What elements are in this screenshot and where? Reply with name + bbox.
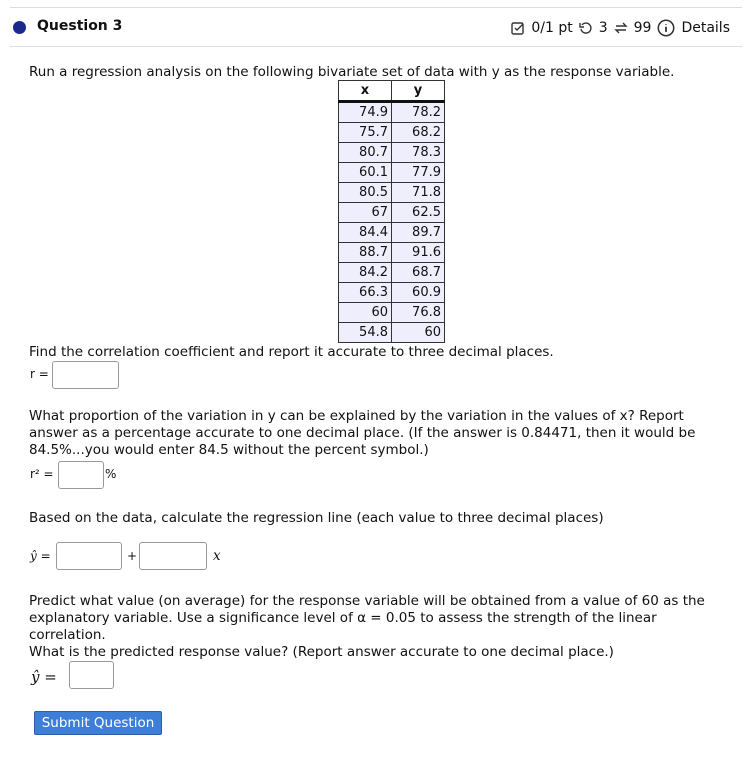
cell-y: 91.6 [392,243,445,263]
q3-text: Based on the data, calculate the regression line (each value to three decimal places) [29,510,604,526]
percent-suffix: % [105,467,117,481]
plus-sign: + [127,549,138,563]
q1-text: Find the correlation coefficient and report it accurate to three decimal places. [29,344,554,360]
divider [10,7,742,8]
submit-button[interactable]: Submit Question [34,711,162,735]
retries-count: 3 [598,20,608,36]
cell-x: 84.2 [339,263,392,283]
table-row [339,223,445,243]
question-meta [511,19,730,37]
cell-x: 60.1 [339,163,392,183]
cell-x: 80.5 [339,183,392,203]
cell-x: 74.9 [339,102,392,123]
intercept-input[interactable] [56,542,122,570]
r2-label: r² = [30,467,54,481]
cell-x: 67 [339,203,392,223]
table-row [339,143,445,163]
cell-x: 88.7 [339,243,392,263]
table-row [339,203,445,223]
yhat-predict-label: ŷ = [31,668,57,686]
cell-x: 75.7 [339,123,392,143]
status-dot-icon [13,21,26,34]
cell-y: 78.2 [392,102,445,123]
cell-y: 62.5 [392,203,445,223]
table-row [339,283,445,303]
r-input[interactable] [52,361,119,389]
cell-x: 80.7 [339,143,392,163]
table-row [339,303,445,323]
cell-x: 84.4 [339,223,392,243]
prompt: Run a regression analysis on the following bivariate set of data with y as the response variable. [29,64,675,80]
cell-y: 71.8 [392,183,445,203]
cell-y: 68.7 [392,263,445,283]
cell-x: 66.3 [339,283,392,303]
table-row [339,323,445,343]
cell-y: 76.8 [392,303,445,323]
table-row [339,263,445,283]
x-variable: x [213,548,221,564]
cell-y: 60.9 [392,283,445,303]
r-label: r = [30,367,49,381]
q2-text: What proportion of the variation in y can be explained by the variation in the values of x? Report answer as a percentage accurate to one decimal place. (If the answer is 0.84471, then it would be 84.5%...you would enter 84.5 without the percent symbol.) [29,408,696,458]
divider [10,46,742,47]
q5-text: What is the predicted response value? (Report answer accurate to one decimal place.) [29,644,614,660]
question-title: Question 3 [37,18,123,34]
attempts-icon [614,21,628,35]
cell-y: 89.7 [392,223,445,243]
cell-x: 60 [339,303,392,323]
col-header-x: x [339,81,392,102]
yhat-label: ŷ = [30,549,51,563]
table-row [339,183,445,203]
table-row [339,102,445,123]
r2-input[interactable] [58,461,104,489]
retry-icon [579,21,593,35]
predicted-input[interactable] [69,661,114,689]
slope-input[interactable] [139,542,207,570]
cell-x: 54.8 [339,323,392,343]
cell-y: 60 [392,323,445,343]
q4-text: Predict what value (on average) for the response variable will be obtained from a value of 60 as the explanatory variable. Use a significance level of α = 0.05 to assess the strength of the linear correlation. [29,593,705,643]
cell-y: 77.9 [392,163,445,183]
score: 0/1 pt [531,20,573,36]
table-row [339,243,445,263]
data-table [338,80,445,343]
table-row [339,163,445,183]
info-icon[interactable] [657,19,675,37]
cell-y: 68.2 [392,123,445,143]
cell-y: 78.3 [392,143,445,163]
details-link[interactable]: Details [681,20,730,36]
table-row [339,123,445,143]
attempts-count: 99 [633,20,652,36]
col-header-y: y [392,81,445,102]
checkbox-icon [511,21,525,35]
